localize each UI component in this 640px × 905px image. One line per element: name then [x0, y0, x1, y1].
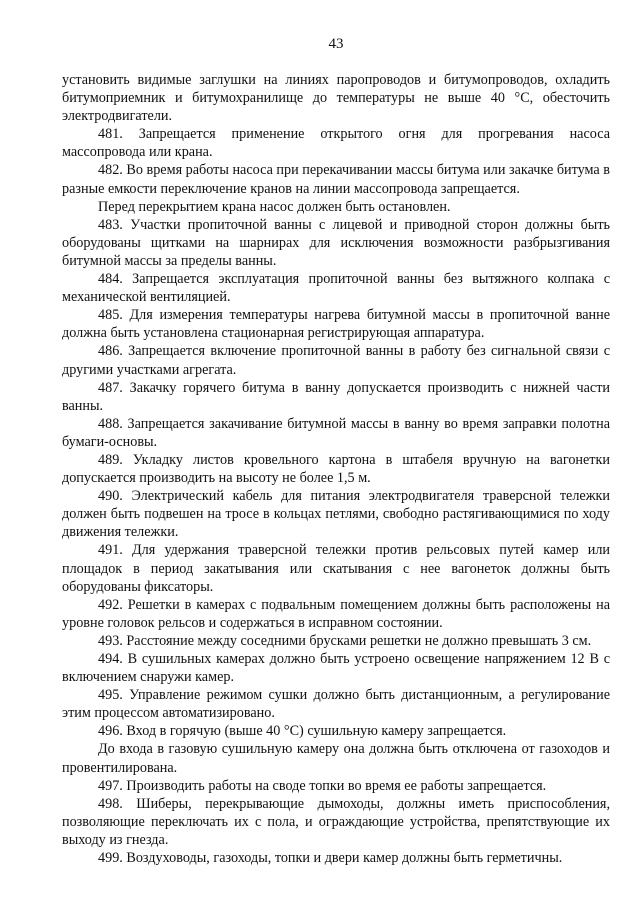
paragraph: 495. Управление режимом сушки должно быть дистанционным, а регулирование этим процессом автоматизировано.	[62, 687, 610, 722]
paragraph: Перед перекрытием крана насос должен быть остановлен.	[98, 198, 451, 215]
paragraph: 487. Закачку горячего битума в ванну допускается производить с нижней части ванны.	[62, 379, 610, 414]
paragraph: 497. Производить работы на своде топки во время ее работы запрещается.	[98, 777, 547, 794]
paragraph: 493. Расстояние между соседними брусками решетки не должно превышать 3 см.	[98, 632, 592, 649]
page-number: 43	[328, 36, 344, 52]
paragraph: 483. Участки пропиточной ванны с лицевой и приводной сторон должны быть оборудованы щитками на шарнирах для исключения возможности разбрызгивания битумной массы за пределы ванны.	[62, 216, 610, 269]
document-body	[62, 71, 610, 867]
paragraph: 482. Во время работы насоса при перекачивании массы битума или закачке битума в разные емкости переключение кранов на линии массопровода запрещается.	[62, 162, 610, 197]
paragraph: 498. Шиберы, перекрывающие дымоходы, должны иметь приспособления, позволяющие переключать их с пола, и ограждающие устройства, препятствующие их выходу из гнезда.	[62, 795, 610, 848]
paragraph: 499. Воздуховоды, газоходы, топки и двери камер должны быть герметичны.	[98, 850, 563, 867]
paragraph: 485. Для измерения температуры нагрева битумной массы в пропиточной ванне должна быть установлена стационарная регистрирующая аппаратура.	[62, 307, 610, 342]
paragraph: До входа в газовую сушильную камеру она должна быть отключена от газоходов и провентилирована.	[62, 741, 610, 776]
paragraph: 492. Решетки в камерах с подвальным помещением должны быть расположены на уровне головок рельсов и содержаться в исправном состоянии.	[62, 596, 610, 631]
paragraph: установить видимые заглушки на линиях паропроводов и битумопроводов, охладить битумоприемник и битумохранилище до температуры не выше 40 °С, обесточить электродвигатели.	[62, 72, 610, 125]
paragraph: 490. Электрический кабель для питания электродвигателя траверсной тележки должен быть подвешен на тросе в кольцах петлями, свободно растягивающимися по ходу движения тележки.	[62, 488, 610, 541]
paragraph: 491. Для удержания траверсной тележки против рельсовых путей камер или площадок в период закатывания или скатывания с нее вагонеток должны быть оборудованы фиксаторы.	[62, 542, 610, 595]
paragraph: 484. Запрещается эксплуатация пропиточной ванны без вытяжного колпака с механической вентиляцией.	[62, 271, 610, 306]
paragraph: 494. В сушильных камерах должно быть устроено освещение напряжением 12 В с включением снаружи камер.	[62, 651, 610, 686]
paragraph: 489. Укладку листов кровельного картона в штабеля вручную на вагонетки допускается производить на высоту не более 1,5 м.	[62, 451, 610, 487]
paragraph: 481. Запрещается применение открытого огня для прогревания насоса массопровода или крана.	[62, 126, 610, 161]
paragraph: 496. Вход в горячую (выше 40 °С) сушильную камеру запрещается.	[98, 723, 507, 740]
paragraph: 486. Запрещается включение пропиточной ванны в работу без сигнальной связи с другими участками агрегата.	[62, 343, 610, 378]
paragraph: 488. Запрещается закачивание битумной массы в ванну во время заправки полотна бумаги-основы.	[62, 415, 610, 450]
